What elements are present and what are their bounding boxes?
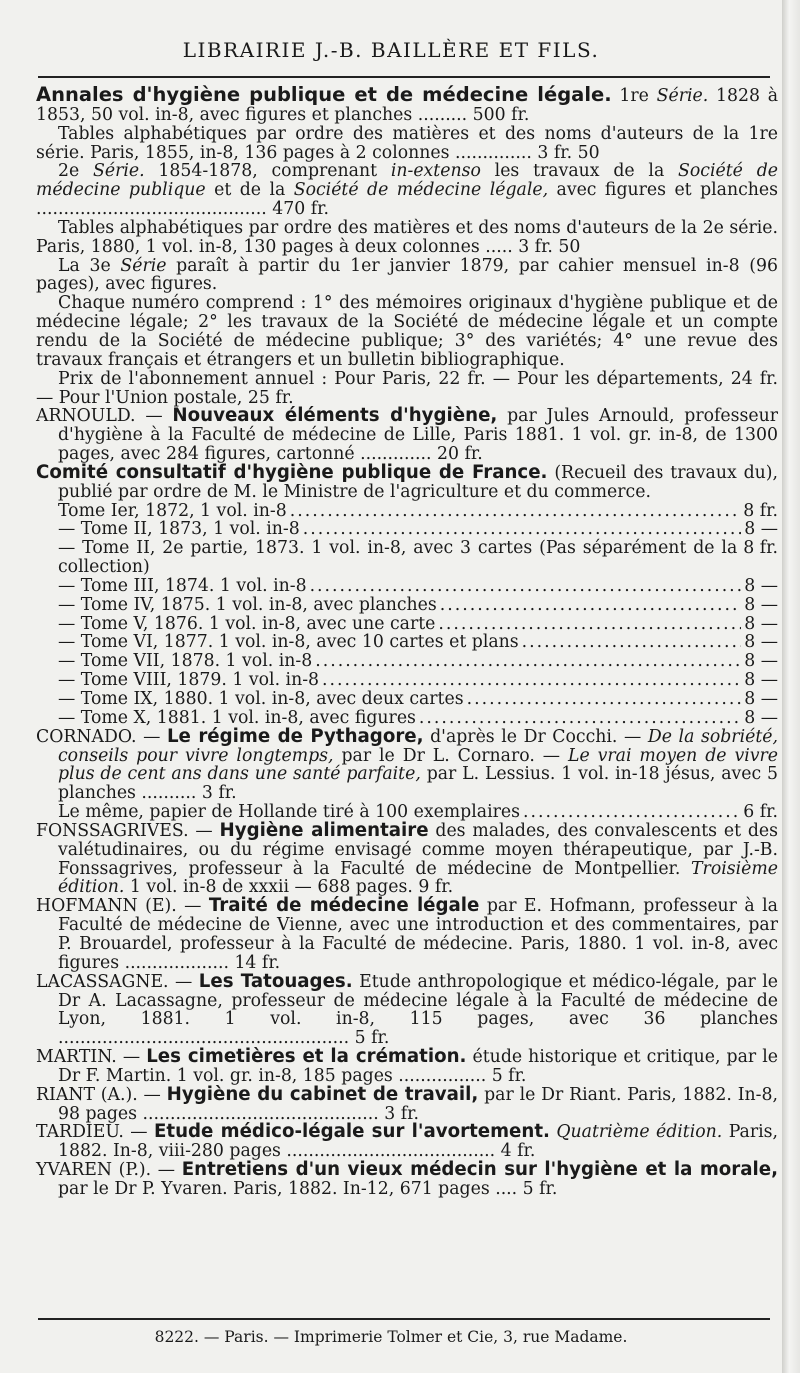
chaque-numero: Chaque numéro comprend : 1° des mémoires originaux d'hygiène publique et de médecine légale; 2° les travaux de la Société de médecine légale et un compte rendu de la Société de médecine publique; 3° des variétés; 4° une revue des travaux français et étrangers et un bulletin bibliographique. — [36, 293, 778, 370]
tome-row — [58, 577, 778, 596]
price: 8 — — [744, 575, 778, 596]
tome-title: — Tome IV, 1875. 1 vol. in-8, avec planches — [58, 594, 437, 615]
entry-cornado: CORNADO. — Le régime de Pythagore, d'après le Dr Cocchi. — De la sobriété, conseils pour vivre longtemps, par le Dr L. Cornaro. — Le vrai moyen de vivre plus de cent ans dans une santé parfaite, par L. Lessius. 1 vol. in-18 jésus, avec 5 planches .......... 3 fr. — [36, 725, 779, 804]
tome-title: — Tome VI, 1877. 1 vol. in-8, avec 10 cartes et plans — [58, 632, 519, 653]
entry-author: ARNOULD. — — [36, 406, 163, 427]
dot-leader — [522, 633, 742, 652]
tome-title: — Tome VIII, 1879. 1 vol. in-8 — [58, 670, 320, 691]
entry-cornado-meme: Le même, papier de Hollande tiré à 100 exemplaires ..... 6 fr. — [36, 803, 778, 822]
entry-title: Etude médico-légale sur l'avortement. — [153, 1121, 550, 1143]
price: 470 fr. — [272, 199, 329, 220]
tome-row — [58, 539, 778, 577]
tome-list — [36, 502, 778, 728]
price: 8 — — [744, 613, 778, 634]
dot-leader — [322, 671, 741, 690]
entry-lacassagne: LACASSAGNE. — Les Tatouages. Etude anthropologique et médico-légale, par le Dr A. Lacassagne, professeur de médecine légale à la Faculté de médecine de Lyon, 1881. 1 vol. in-8, 115 pages, avec 36 planches ..................................................... 5 fr. — [36, 970, 779, 1049]
price: 500 fr. — [472, 104, 530, 125]
entry-yvaren: YVAREN (P.). — Entretiens d'un vieux médecin sur l'hygiène et la morale, par le Dr P. Yvaren. Paris, 1882. In-12, 671 pages .... 5 fr. — [36, 1159, 778, 1199]
tome-title: — Tome IX, 1880. 1 vol. in-8, avec deux cartes — [58, 689, 464, 709]
entry-martin: MARTIN. — Les cimetières et la crémation. étude historique et critique, par le Dr F. Martin. 1 vol. gr. in-8, 185 pages ................ 5 fr. — [36, 1046, 778, 1086]
tome-title: — Tome VII, 1878. 1 vol. in-8 — [58, 651, 313, 672]
price: 4 fr. — [500, 1141, 536, 1162]
tables-1: Tables alphabétiques par ordre des matières et des noms d'auteurs de la 1re série. Paris, 1855, in-8, 136 pages à 2 colonnes .............. 3 fr. 50 — [36, 123, 778, 163]
entry-annales: Annales d'hygiène publique et de médecine légale. 1re Série. 1828 à 1853, 50 vol. in-8, avec figures et planches ......... 500 fr. — [36, 83, 778, 125]
tome-row — [58, 520, 778, 539]
entry-tardieu: TARDIEU. — Etude médico-légale sur l'avortement. Quatrième édition. Paris, 1882. In-8, viii-280 pages ...................................... 4 fr. — [36, 1121, 779, 1162]
tome-row — [58, 615, 778, 634]
entry-riant: RIANT (A.). — Hygiène du cabinet de travail, par le Dr Riant. Paris, 1882. In-8, 98 pages ........................................... 3 fr. — [36, 1083, 778, 1124]
entry-author: CORNADO. — — [36, 726, 161, 747]
price: 5 fr. — [522, 1178, 558, 1199]
entry-author: YVAREN (P.). — — [36, 1160, 176, 1181]
price: 5 fr. — [354, 1028, 390, 1049]
entry-author: RIANT (A.). — — [36, 1084, 161, 1105]
entry-hofmann: HOFMANN (E). — Traité de médecine légale par E. Hofmann, professeur à la Faculté de médecine de Vienne, avec une introduction et des commentaires, par P. Brouardel, professeur à la Faculté de médecine. Paris, 1880. 1 vol. in-8, avec figures ................... 14 fr. — [36, 895, 778, 973]
tome-row — [58, 596, 778, 615]
series-3: La 3e Série paraît à partir du 1er janvier 1879, par cahier mensuel in-8 (96 pages), avec figures. — [36, 255, 778, 295]
tome-title: — Tome X, 1881. 1 vol. in-8, avec figures — [58, 707, 416, 728]
entry-arnould: ARNOULD. — Nouveaux éléments d'hygiène, par Jules Arnould, professeur d'hygiène à la Faculté de médecine de Lille, Paris 1881. 1 vol. gr. in-8, de 1300 pages, avec 284 figures, cartonné ............. 20 fr. — [36, 405, 778, 465]
price: 3 fr. 50 — [518, 236, 581, 257]
entry-comite: Comité consultatif d'hygiène publique de France. (Recueil des travaux du), publié par ordre de M. le Ministre de l'agriculture et du commerce. — [36, 461, 778, 502]
price: 8 fr. — [743, 500, 778, 521]
entry-title: Hygiène du cabinet de travail, — [166, 1083, 479, 1105]
header-rule — [38, 76, 770, 78]
price: 3 fr. — [384, 1103, 419, 1124]
entry-title: Nouveaux éléments d'hygiène, — [172, 405, 498, 427]
tome-row — [58, 633, 778, 652]
dot-leader — [419, 709, 741, 728]
entry-author: MARTIN. — — [36, 1047, 141, 1068]
entry-fonssagrives: FONSSAGRIVES. — Hygiène alimentaire des malades, des convalescents et des valétudinaires, ou du régime envisagé comme moyen thérapeutique, par J.-B. Fonssagrives, professeur à la Faculté de médecine de Montpellier. Troisième édition. 1 vol. in-8 de xxxii — 688 pages. 9 fr. — [36, 819, 778, 898]
entry-title: Traité de médecine légale — [208, 895, 480, 917]
price: 8 — — [744, 632, 778, 653]
tome-title: Tome Ier, 1872, 1 vol. in-8 — [58, 500, 287, 521]
entry-title: Les Tatouages. — [198, 970, 353, 992]
dot-leader — [303, 520, 741, 539]
catalogue-listing — [36, 83, 779, 1199]
entry-title: Le régime de Pythagore, — [166, 725, 424, 747]
dot-leader — [315, 652, 741, 671]
tome-row — [58, 652, 778, 671]
tome-title: — Tome II, 1873, 1 vol. in-8 — [58, 519, 300, 540]
tome-row — [58, 671, 778, 690]
entry-title: Comité consultatif d'hygiène publique de France. — [36, 461, 548, 483]
dot-leader — [438, 615, 741, 634]
tome-row — [58, 502, 778, 521]
dot-leader — [310, 577, 742, 596]
entry-title: Hygiène alimentaire — [219, 819, 429, 841]
dot-leader — [290, 502, 741, 521]
prix-abonnement: Prix de l'abonnement annuel : Pour Paris, 22 fr. — Pour les départements, 24 fr. — Pour l'Union postale, 25 fr. — [36, 368, 778, 408]
tome-title: — Tome II, 2e partie, 1873. 1 vol. in-8, avec 3 cartes (Pas séparément de la collection) — [58, 538, 738, 578]
tome-title: — Tome V, 1876. 1 vol. in-8, avec une carte — [58, 613, 436, 634]
series-2: 2e Série. 1854-1878, comprenant in-extenso les travaux de la Société de médecine publique et de la Société de médecine légale, avec figures et planches .......................................... 470 fr. — [36, 161, 779, 220]
price: 8 — — [744, 707, 778, 728]
price: 8 — — [744, 689, 778, 709]
running-header: LIBRAIRIE J.-B. BAILLÈRE ET FILS. — [182, 38, 600, 62]
tome-row — [58, 690, 778, 709]
price: 3 fr. 50 — [537, 142, 600, 163]
page-edge — [782, 0, 800, 1373]
entry-author: LACASSAGNE. — — [36, 971, 193, 992]
price: 8 fr. — [743, 538, 778, 559]
price: 6 fr. — [743, 802, 778, 823]
entry-title: Annales d'hygiène publique et de médecine légale. — [36, 83, 612, 106]
dot-leader — [467, 690, 742, 709]
tome-title: — Tome III, 1874. 1 vol. in-8 — [58, 575, 307, 596]
entry-title: Les cimetières et la crémation. — [146, 1046, 467, 1068]
price: 8 — — [744, 519, 778, 540]
printer-imprint: 8222. — Paris. — Imprimerie Tolmer et Cie, 3, rue Madame. — [154, 1328, 628, 1346]
entry-author: TARDIEU. — — [36, 1122, 148, 1143]
footer-rule — [38, 1318, 770, 1320]
price: 8 — — [744, 670, 778, 691]
entry-author: HOFMANN (E). — — [36, 896, 202, 917]
price: 20 fr. — [437, 444, 483, 465]
price: 3 fr. — [201, 783, 237, 804]
entry-title: Entretiens d'un vieux médecin sur l'hygiène et la morale, — [181, 1159, 778, 1181]
price: 8 — — [744, 594, 778, 615]
price: 14 fr. — [234, 952, 281, 973]
price: 9 fr. — [418, 877, 454, 898]
dot-leader — [440, 596, 741, 615]
price: 5 fr. — [491, 1065, 527, 1086]
tables-2: Tables alphabétiques par ordre des matières et des noms d'auteurs de la 2e série. Paris, 1880, 1 vol. in-8, 130 pages à deux colonnes ..... 3 fr. 50 — [36, 217, 778, 257]
price: 8 — — [744, 651, 778, 672]
entry-author: FONSSAGRIVES. — — [36, 820, 213, 841]
